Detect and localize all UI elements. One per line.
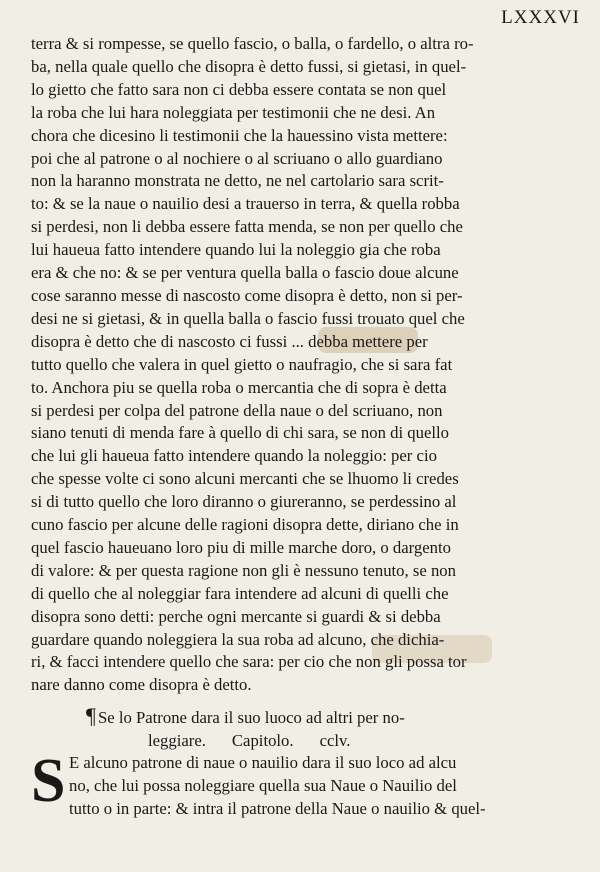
- text-line: no, che lui possa noleggiare quella sua Naue o Nauilio del: [69, 775, 457, 795]
- chapter-heading: [86, 705, 586, 753]
- text-line: di valore: & per questa ragione non gli è nessuno tenuto, se non: [31, 560, 456, 580]
- pilcrow-icon: ¶: [86, 703, 96, 728]
- text-line: to. Anchora piu se quella roba o mercantia che di sopra è detta: [31, 377, 447, 397]
- text-line: tutto quello che valera in quel gietto o naufragio, che si sara fat: [31, 354, 453, 374]
- text-line: ba, nella quale quello che disopra è detto fussi, si gietasi, in quel-: [31, 56, 467, 76]
- text-line: si perdesi, non li debba essere fatta menda, se non per quello che: [31, 217, 463, 237]
- heading-line: [86, 730, 586, 753]
- paragraph: [31, 33, 577, 697]
- text-line: chora che dicesino li testimonii che la hauessino vista mettere:: [31, 125, 448, 145]
- text-line: si perdesi per colpa del patrone della naue o del scriuano, non: [31, 400, 443, 420]
- text-line: lo gietto che fatto sara non ci debba essere contata se non quel: [31, 79, 447, 99]
- text-line: cuno fascio per alcune delle ragioni disopra dette, diriano che in: [31, 515, 459, 535]
- folio-number: LXXXVI: [501, 7, 580, 28]
- text-line: terra & si rompesse, se quello fascio, o balla, o fardello, o altra ro-: [31, 34, 474, 53]
- text-line: desi ne si gietasi, & in quella balla o fascio fussi trouato quel che: [31, 308, 465, 328]
- text-line: quel fascio haueuano loro piu di mille marche doro, o dargento: [31, 537, 451, 557]
- drop-cap: S: [31, 747, 66, 815]
- text-line: che lui gli haueua fatto intendere quando la noleggio: per cio: [31, 446, 437, 466]
- text-line: lui haueua fatto intendere quando lui la noleggio gia che roba: [31, 240, 441, 260]
- text-line: nare danno come disopra è detto.: [31, 675, 252, 695]
- heading-title: Se lo Patrone dara il suo luoco ad altri per no-: [97, 708, 405, 727]
- text-line: poi che al patrone o al nochiere o al scriuano o allo guardiano: [31, 148, 443, 168]
- text-line: si di tutto quello che loro diranno o giureranno, se perdessino al: [31, 492, 457, 512]
- chapter-label: Capitolo.: [231, 730, 294, 750]
- text-line: E alcuno patrone di naue o nauilio dara il suo loco ad alcu: [69, 753, 457, 772]
- text-line: disopra sono detti: perche ogni mercante si guardi & si debba: [31, 606, 441, 626]
- text-line: disopra è detto che di nascosto ci fussi ... debba mettere per: [31, 331, 428, 351]
- heading-line: [86, 705, 586, 730]
- text-line: tutto o in parte: & intra il patrone della Naue o nauilio & quel-: [69, 798, 486, 818]
- chapter-body: [31, 747, 591, 821]
- text-line: guardare quando noleggiera la sua roba ad alcuno, che dichia-: [31, 629, 445, 649]
- text-line: la roba che lui hara noleggiata per testimonii che ne desi. An: [31, 102, 436, 122]
- chapter-number: cclv.: [319, 730, 351, 750]
- text-line: siano tenuti di menda fare à quello di chi sara, se non di quello: [31, 423, 449, 443]
- text-line: non la haranno monstrata ne detto, ne nel cartolario sara scrit-: [31, 171, 444, 191]
- text-line: era & che no: & se per ventura quella balla o fascio doue alcune: [31, 263, 459, 283]
- text-line: di quello che al noleggiar fara intendere ad alcuni di quelli che: [31, 583, 449, 603]
- text-line: cose saranno messe di nascosto come disopra è detto, non si per-: [31, 285, 463, 305]
- heading-title-end: leggiare.: [148, 730, 206, 750]
- text-line: che spesse volte ci sono alcuni mercanti che se lhuomo li credes: [31, 469, 459, 489]
- text-line: ri, & facci intendere quello che sara: per cio che non gli possa tor: [31, 652, 467, 672]
- text-line: to: & se la naue o nauilio desi a trauerso in terra, & quella robba: [31, 194, 460, 214]
